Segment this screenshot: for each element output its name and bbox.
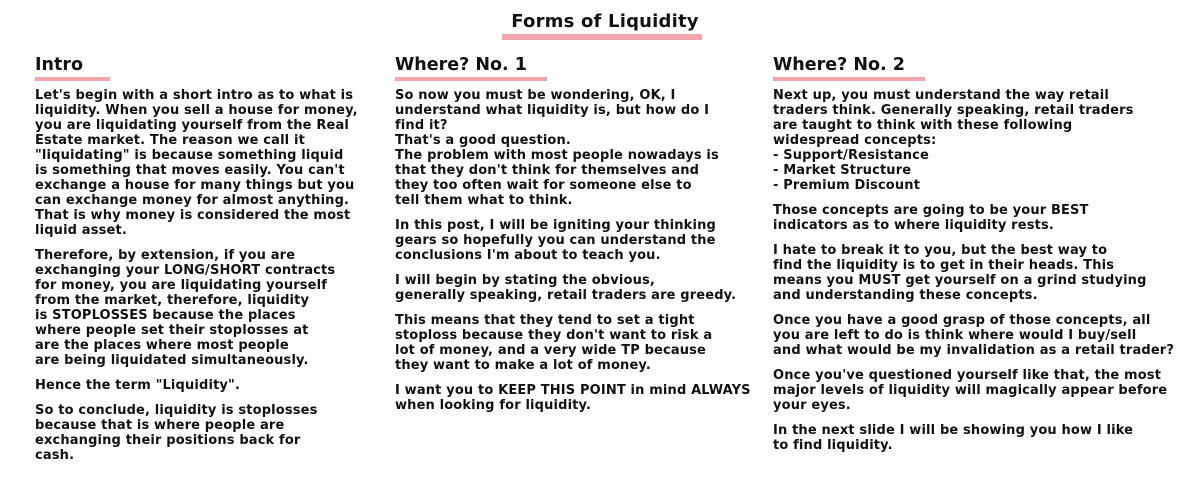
text-line: Once you have a good grasp of those concepts, all — [773, 313, 1151, 328]
text-line: understand what liquidity is, but how do I — [395, 103, 710, 118]
text-line: they want to make a lot of money. — [395, 358, 651, 373]
paragraph — [773, 368, 1168, 413]
text-line: - Support/Resistance — [773, 148, 929, 163]
text-line: is STOPLOSSES because the places — [35, 308, 296, 323]
section-heading-intro: Intro — [35, 55, 83, 75]
paragraph-gap — [395, 263, 745, 273]
paragraph — [773, 88, 1163, 193]
text-line: cash. — [35, 448, 75, 463]
paragraph — [395, 88, 745, 208]
text-line: exchanging their positions back for — [35, 433, 301, 448]
paragraph-gap — [773, 303, 1163, 313]
text-line: - Market Structure — [773, 163, 912, 178]
text-line: and understanding these concepts. — [773, 288, 1038, 303]
column-where-no-2 — [773, 54, 1175, 453]
text-line: This means that they tend to set a tight — [395, 313, 695, 328]
paragraph-gap — [395, 373, 745, 383]
section-heading-underline — [395, 77, 547, 81]
text-line: widespread concepts: — [773, 133, 937, 148]
text-line: and what would be my invalidation as a retail trader? — [773, 343, 1175, 358]
text-line: I will begin by stating the obvious, — [395, 273, 655, 288]
text-line: major levels of liquidity will magically appear before — [773, 383, 1168, 398]
text-line: liquidity. When you sell a house for money, — [35, 103, 358, 118]
text-line: for money, you are liquidating yourself — [35, 278, 328, 293]
paragraph — [773, 243, 1163, 303]
text-line: I hate to break it to you, but the best way to — [773, 243, 1108, 258]
paragraph-gap — [773, 413, 1163, 423]
text-line: That's a good question. — [395, 133, 572, 148]
text-line: means you MUST get yourself on a grind studying — [773, 273, 1147, 288]
text-line: That is why money is considered the most — [35, 208, 351, 223]
column-intro — [35, 54, 375, 463]
paragraph-gap — [773, 233, 1163, 243]
text-line: Hence the term "Liquidity". — [35, 378, 241, 393]
paragraph — [395, 313, 745, 373]
text-line: because that is where people are — [35, 418, 285, 433]
text-line: lot of money, and a very wide TP because — [395, 343, 707, 358]
text-line: Next up, you must understand the way retail — [773, 88, 1109, 103]
text-line: indicators as to where liquidity rests. — [773, 218, 1054, 233]
text-line: tell them what to think. — [395, 193, 573, 208]
paragraph — [395, 383, 751, 413]
text-line: Once you've questioned yourself like that, the most — [773, 368, 1162, 383]
paragraph — [395, 218, 745, 263]
text-line: traders think. Generally speaking, retail traders — [773, 103, 1134, 118]
text-line: are the places where most people — [35, 338, 289, 353]
text-line: from the market, therefore, liquidity — [35, 293, 310, 308]
paragraph-gap — [773, 358, 1163, 368]
paragraph — [35, 403, 375, 463]
text-line: exchange a house for many things but you — [35, 178, 355, 193]
text-line: So to conclude, liquidity is stoplosses — [35, 403, 318, 418]
text-line: stoploss because they don't want to risk a — [395, 328, 713, 343]
text-line: when looking for liquidity. — [395, 398, 592, 413]
text-line: conclusions I'm about to teach you. — [395, 248, 661, 263]
text-line: is something that moves easily. You can't — [35, 163, 345, 178]
text-line: "liquidating" is because something liquid — [35, 148, 344, 163]
text-line: Let's begin with a short intro as to what is — [35, 88, 354, 103]
text-line: So now you must be wondering, OK, I — [395, 88, 676, 103]
text-line: Therefore, by extension, if you are — [35, 248, 296, 263]
paragraph-gap — [35, 393, 375, 403]
section-heading-underline — [35, 77, 110, 81]
paragraph-gap — [395, 303, 745, 313]
text-line: your eyes. — [773, 398, 851, 413]
page-title: Forms of Liquidity — [511, 11, 699, 32]
paragraph — [773, 313, 1175, 358]
text-line: you are left to do is think where would I buy/sell — [773, 328, 1137, 343]
text-line: they too often wait for someone else to — [395, 178, 692, 193]
text-line: can exchange money for almost anything. — [35, 193, 350, 208]
section-body — [773, 88, 1175, 453]
section-heading-where-no-1: Where? No. 1 — [395, 55, 527, 75]
text-line: In this post, I will be igniting your thinking — [395, 218, 716, 233]
paragraph-gap — [773, 193, 1163, 203]
section-heading-where-no-2: Where? No. 2 — [773, 55, 905, 75]
text-line: exchanging your LONG/SHORT contracts — [35, 263, 336, 278]
section-body — [395, 88, 751, 413]
paragraph — [35, 88, 375, 238]
text-line: - Premium Discount — [773, 178, 921, 193]
text-line: Estate market. The reason we call it — [35, 133, 305, 148]
title-underline — [502, 34, 702, 40]
text-line: The problem with most people nowadays is — [395, 148, 719, 163]
section-heading-underline — [773, 77, 925, 81]
paragraph-gap — [35, 368, 375, 378]
text-line: that they don't think for themselves and — [395, 163, 700, 178]
column-where-no-1 — [395, 54, 751, 413]
paragraph — [773, 203, 1163, 233]
text-line: to find liquidity. — [773, 438, 893, 453]
text-line: gears so hopefully you can understand the — [395, 233, 716, 248]
paragraph-gap — [395, 208, 745, 218]
text-line: you are liquidating yourself from the Real — [35, 118, 349, 133]
paragraph — [35, 378, 375, 393]
paragraph — [395, 273, 745, 303]
section-body — [35, 88, 375, 463]
text-line: are being liquidated simultaneously. — [35, 353, 309, 368]
paragraph — [773, 423, 1163, 453]
text-line: are taught to think with these following — [773, 118, 1073, 133]
text-line: find the liquidity is to get in their heads. This — [773, 258, 1115, 273]
text-line: generally speaking, retail traders are greedy. — [395, 288, 737, 303]
text-line: where people set their stoplosses at — [35, 323, 309, 338]
text-line: Those concepts are going to be your BEST — [773, 203, 1089, 218]
text-line: liquid asset. — [35, 223, 127, 238]
text-line: find it? — [395, 118, 448, 133]
text-line: I want you to KEEP THIS POINT in mind ALWAYS — [395, 383, 751, 398]
paragraph-gap — [35, 238, 375, 248]
paragraph — [35, 248, 375, 368]
text-line: In the next slide I will be showing you how I like — [773, 423, 1134, 438]
